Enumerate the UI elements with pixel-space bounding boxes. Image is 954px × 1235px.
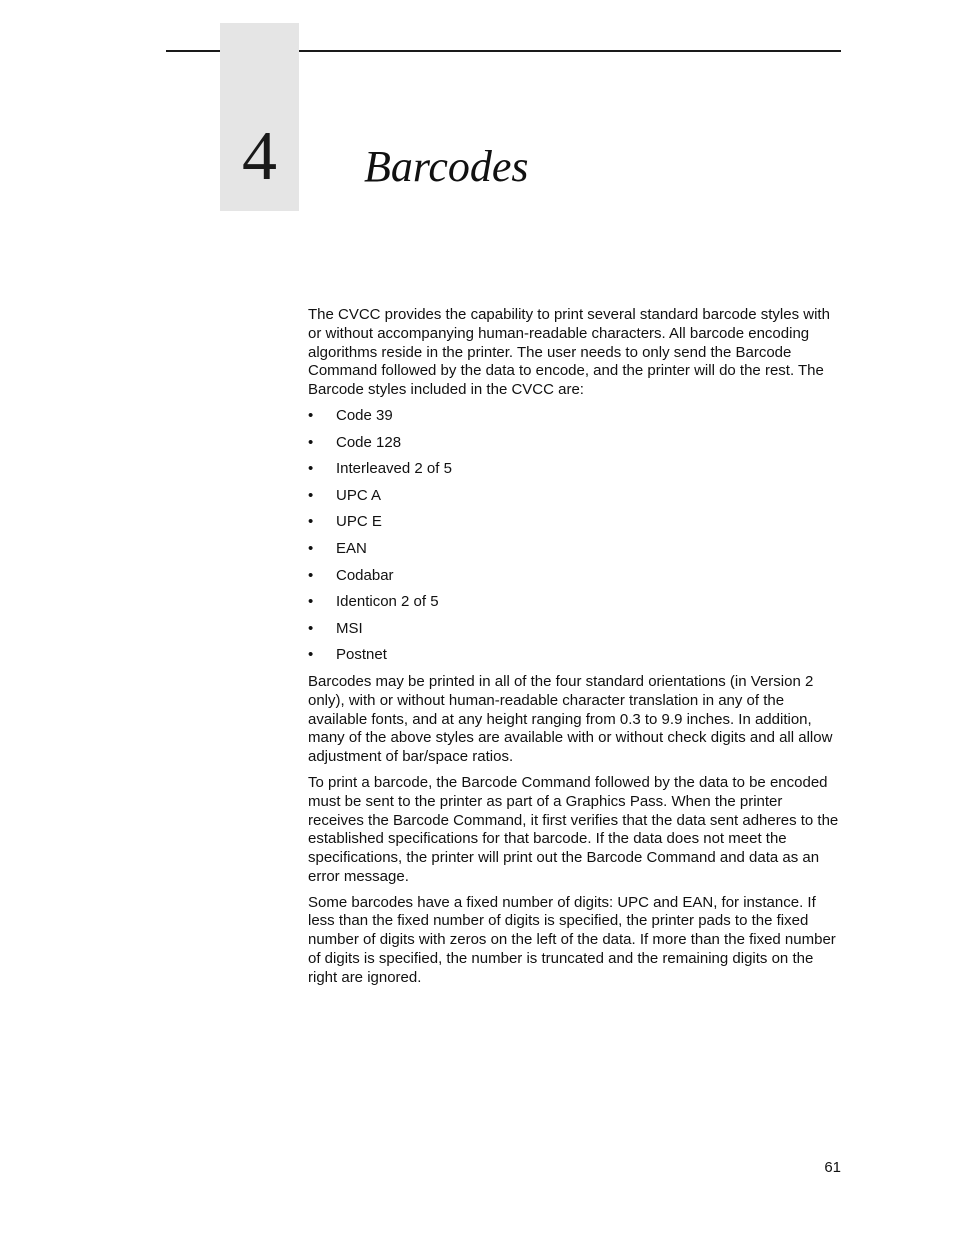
list-item-label: Code 39: [336, 406, 393, 424]
list-item-label: Postnet: [336, 646, 387, 664]
bullet-icon: •: [308, 619, 314, 637]
chapter-title: Barcodes: [364, 142, 529, 191]
list-item-label: UPC E: [336, 513, 382, 531]
bullet-icon: •: [308, 513, 314, 531]
page-number: 61: [824, 1159, 841, 1176]
chapter-body: [308, 306, 842, 995]
list-item-label: Codabar: [336, 566, 394, 584]
list-item: [308, 434, 842, 453]
bullet-icon: •: [308, 406, 314, 424]
list-item: [308, 620, 842, 639]
list-item-label: EAN: [336, 539, 367, 557]
list-item: [308, 513, 842, 532]
intro-paragraph: The CVCC provides the capability to print several standard barcode styles with or without accompanying human-readable characters. All barcode encoding algorithms reside in the printer. The user needs to only send the Barcode Command followed by the data to encode, and the printer will do the rest. The Barcode styles included in the CVCC are:: [308, 306, 830, 399]
list-item: [308, 407, 842, 426]
bullet-icon: •: [308, 539, 314, 557]
printing-paragraph: To print a barcode, the Barcode Command followed by the data to be encoded must be sent to the printer as part of a Graphics Pass. When the printer receives the Barcode Command, it first verifies that the data sent adheres to the established specifications for that barcode. If the data does not meet the specifications, the printer will print out the Barcode Command and data as an error message.: [308, 773, 839, 885]
bullet-icon: •: [308, 593, 314, 611]
list-item: [308, 487, 842, 506]
list-item: [308, 540, 842, 559]
list-item-label: Identicon 2 of 5: [336, 593, 439, 611]
orientation-paragraph: Barcodes may be printed in all of the four standard orientations (in Version 2 only), with or without human-readable character translation in any of the available fonts, and at any height ranging from 0.3 to 9.9 inches. In addition, many of the above styles are available with or without check digits and all allow adjustment of bar/space ratios.: [308, 672, 833, 766]
list-item: [308, 593, 842, 612]
barcode-styles-list: [308, 407, 842, 665]
bullet-icon: •: [308, 646, 314, 664]
fixed-digits-paragraph: Some barcodes have a fixed number of digits: UPC and EAN, for instance. If less than the fixed number of digits is specified, the printer pads to the fixed number of digits with zeros on the left of the data. If more than the fixed number of digits is specified, the number is truncated and the remaining digits on the right are ignored.: [308, 893, 836, 986]
chapter-number: 4: [242, 118, 277, 195]
bullet-icon: •: [308, 486, 314, 504]
list-item-label: MSI: [336, 619, 363, 637]
list-item: [308, 567, 842, 586]
list-item-label: Code 128: [336, 433, 402, 451]
header-rule-right: [299, 50, 841, 52]
header-rule-left: [166, 50, 220, 52]
list-item: [308, 646, 842, 665]
bullet-icon: •: [308, 433, 314, 451]
bullet-icon: •: [308, 566, 314, 584]
list-item: [308, 460, 842, 479]
bullet-icon: •: [308, 460, 314, 478]
list-item-label: UPC A: [336, 486, 382, 504]
list-item-label: Interleaved 2 of 5: [336, 460, 452, 478]
